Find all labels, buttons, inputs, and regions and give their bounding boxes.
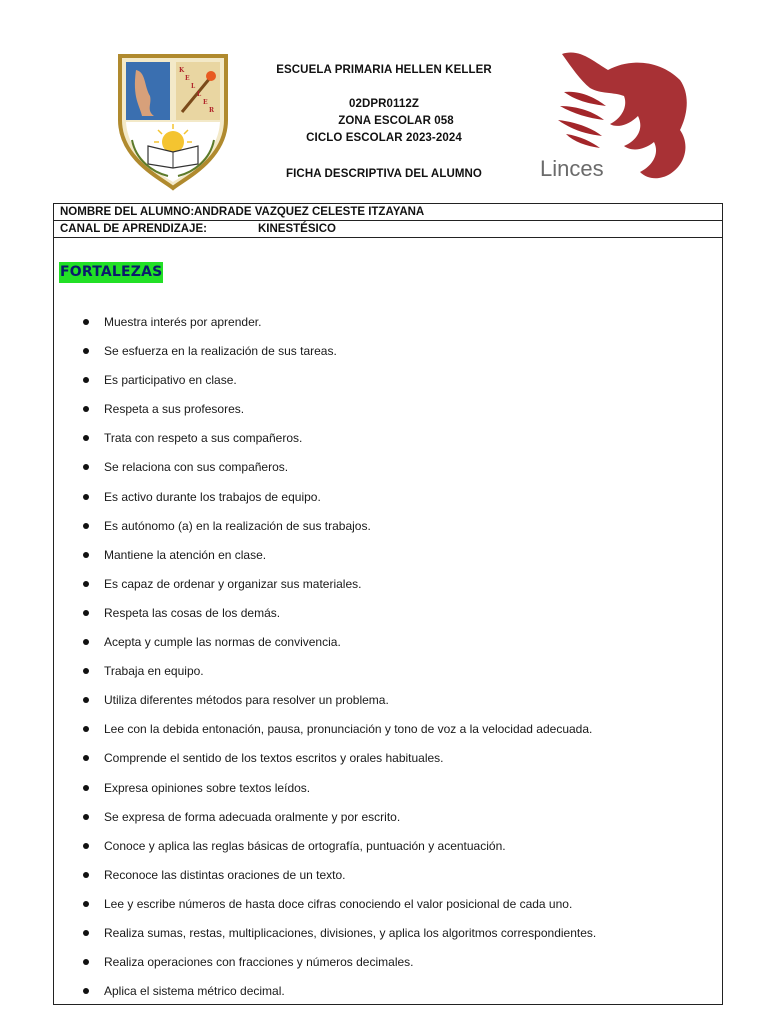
bullet-dot-icon [83, 697, 89, 703]
bullet-dot-icon [83, 610, 89, 616]
bullet-dot-icon [83, 523, 89, 529]
student-name-label: NOMBRE DEL ALUMNO: [60, 206, 195, 218]
strength-item-text: Utiliza diferentes métodos para resolver un problema. [104, 693, 389, 708]
strength-item [78, 808, 718, 837]
strength-item [78, 458, 718, 487]
bullet-dot-icon [83, 377, 89, 383]
strength-item-text: Lee con la debida entonación, pausa, pronunciación y tono de voz a la velocidad adecuada. [104, 722, 593, 737]
strength-item-text: Conoce y aplica las reglas básicas de ortografía, puntuación y acentuación. [104, 838, 506, 853]
bullet-dot-icon [83, 843, 89, 849]
svg-text:L: L [191, 83, 196, 90]
strength-item-text: Es participativo en clase. [104, 373, 237, 388]
strength-item [78, 546, 718, 575]
svg-text:L: L [197, 91, 202, 98]
bullet-dot-icon [83, 435, 89, 441]
bullet-dot-icon [83, 872, 89, 878]
strength-item-text: Se relaciona con sus compañeros. [104, 460, 289, 475]
strength-item [78, 371, 718, 400]
bullet-dot-icon [83, 785, 89, 791]
bullet-dot-icon [83, 930, 89, 936]
strength-item-text: Trabaja en equipo. [104, 664, 204, 679]
strength-item [78, 982, 718, 1011]
learning-channel-label: CANAL DE APRENDIZAJE: [60, 223, 207, 235]
bullet-dot-icon [83, 464, 89, 470]
strength-item [78, 953, 718, 982]
student-name-value: ANDRADE VAZQUEZ CELESTE ITZAYANA [194, 206, 425, 218]
strengths-title: FORTALEZAS [59, 262, 163, 283]
school-cycle: CICLO ESCOLAR 2023-2024 [306, 132, 462, 144]
bullet-dot-icon [83, 406, 89, 412]
strength-item [78, 575, 718, 604]
school-zone: ZONA ESCOLAR 058 [338, 115, 454, 127]
strength-item [78, 691, 718, 720]
strengths-list [78, 313, 718, 1011]
strength-item [78, 779, 718, 808]
strength-item-text: Trata con respeto a sus compañeros. [104, 431, 303, 446]
svg-text:R: R [209, 107, 214, 114]
strength-item-text: Se expresa de forma adecuada oralmente y por escrito. [104, 809, 401, 824]
strength-item-text: Lee y escribe números de hasta doce cifras conociendo el valor posicional de cada uno. [104, 896, 573, 911]
bullet-dot-icon [83, 959, 89, 965]
strength-item-text: Expresa opiniones sobre textos leídos. [104, 780, 311, 795]
lynx-mascot-logo [520, 40, 700, 190]
strength-item-text: Se esfuerza en la realización de sus tareas. [104, 344, 337, 359]
strength-item-text: Es autónomo (a) en la realización de sus trabajos. [104, 518, 371, 533]
strength-item [78, 604, 718, 633]
bullet-dot-icon [83, 581, 89, 587]
strength-item [78, 342, 718, 371]
bullet-dot-icon [83, 755, 89, 761]
strength-item [78, 429, 718, 458]
svg-text:E: E [203, 99, 208, 106]
strength-item [78, 488, 718, 517]
strength-item-text: Aplica el sistema métrico decimal. [104, 984, 285, 999]
svg-text:K: K [179, 67, 185, 74]
strength-item-text: Respeta las cosas de los demás. [104, 605, 281, 620]
strength-item-text: Respeta a sus profesores. [104, 402, 245, 417]
school-crest-logo [112, 50, 234, 192]
document-header [0, 0, 768, 200]
strength-item-text: Es capaz de ordenar y organizar sus materiales. [104, 576, 362, 591]
strength-item-text: Realiza sumas, restas, multiplicaciones, divisiones, y aplica los algoritmos correspondientes. [104, 925, 597, 940]
document-title: FICHA DESCRIPTIVA DEL ALUMNO [286, 168, 482, 180]
strength-item [78, 400, 718, 429]
learning-channel-value: KINESTÉSICO [258, 223, 336, 235]
strength-item [78, 895, 718, 924]
bullet-dot-icon [83, 639, 89, 645]
strength-item [78, 662, 718, 691]
strength-item [78, 866, 718, 895]
bullet-dot-icon [83, 319, 89, 325]
strength-item [78, 720, 718, 749]
school-name: ESCUELA PRIMARIA HELLEN KELLER [276, 64, 492, 76]
strength-item-text: Muestra interés por aprender. [104, 315, 262, 329]
strength-item-text: Es activo durante los trabajos de equipo. [104, 489, 321, 504]
school-code: 02DPR0112Z [348, 98, 420, 110]
lynx-logo-text: Linces [540, 156, 604, 181]
strength-item [78, 924, 718, 953]
student-name-row [54, 204, 722, 221]
bullet-dot-icon [83, 901, 89, 907]
strength-item [78, 837, 718, 866]
strength-item-text: Comprende el sentido de los textos escritos y orales habituales. [104, 751, 444, 766]
strength-item [78, 313, 718, 342]
student-info-table [53, 203, 723, 238]
bullet-dot-icon [83, 814, 89, 820]
svg-text:E: E [185, 75, 190, 82]
strength-item [78, 633, 718, 662]
bullet-dot-icon [83, 668, 89, 674]
bullet-dot-icon [83, 988, 89, 994]
bullet-dot-icon [83, 552, 89, 558]
bullet-dot-icon [83, 348, 89, 354]
strength-item [78, 517, 718, 546]
learning-channel-row [54, 221, 722, 238]
bullet-dot-icon [83, 494, 89, 500]
strength-item-text: Realiza operaciones con fracciones y números decimales. [104, 955, 414, 970]
bullet-dot-icon [83, 726, 89, 732]
strength-item-text: Reconoce las distintas oraciones de un texto. [104, 867, 346, 882]
strength-item-text: Mantiene la atención en clase. [104, 547, 267, 562]
strength-item [78, 749, 718, 778]
strength-item-text: Acepta y cumple las normas de convivencia. [104, 635, 341, 650]
